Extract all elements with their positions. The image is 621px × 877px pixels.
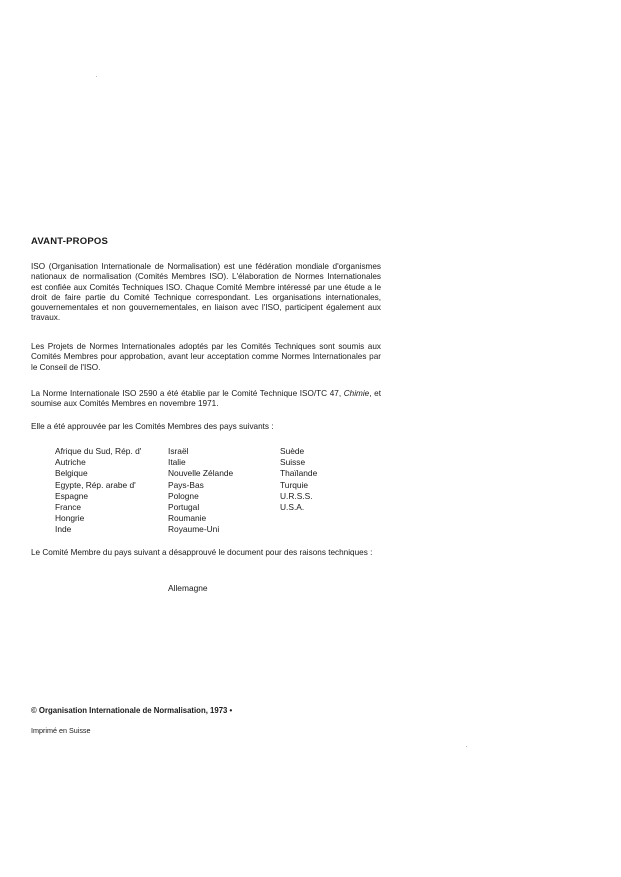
country-item: Egypte, Rép. arabe d' [55,479,136,490]
country-item: Italie [168,457,186,468]
country-item: Pologne [168,490,199,501]
disapproving-country: Allemagne [168,583,208,593]
country-item: Autriche [55,457,86,468]
country-item: Hongrie [55,513,85,524]
copyright-notice: © Organisation Internationale de Normalisation, 1973 • [31,706,233,715]
country-item: Israël [168,446,189,456]
country-item: Inde [55,524,72,535]
country-item: Roumanie [168,513,207,524]
committee-name: Chimie [343,389,370,398]
country-item: France [55,502,82,513]
section-title: AVANT-PROPOS [31,236,108,247]
imprint-notice: Imprimé en Suisse [31,726,91,735]
norm-text-before: La Norme Internationale ISO 2590 a été établie par le Comité Technique ISO/TC 47, [31,389,344,398]
country-item: Thaïlande [280,468,318,479]
country-item: Pays-Bas [168,479,204,490]
country-item: Espagne [55,490,89,501]
paragraph-iso-intro: ISO (Organisation Internationale de Normalisation) est une fédération mondiale d'organismes nationaux de normalisation (Comités Membres ISO). L'élaboration de Normes Internationales est confiée aux Comités Techniques ISO. Chaque Comité Membre intéressé par une étude a le droit de faire partie du Comité Technique correspondant. Les organisations internationales, gouvernementales et non gouvernementales, en liaison avec l'ISO, participent également aux travaux. [31,262,381,323]
paragraph-draft-standards: Les Projets de Normes Internationales adoptés par les Comités Techniques sont soumis aux Comités Membres pour approbation, avant leur acceptation comme Normes Internationales par le Conseil de l'ISO. [31,342,381,372]
country-item: Portugal [168,502,200,513]
country-item: Belgique [55,468,88,479]
country-item: Suède [280,446,305,456]
country-item: Suisse [280,457,306,468]
country-column-a [55,446,141,536]
country-item: Turquie [280,479,309,490]
paragraph-approval: Elle a été approuvée par les Comités Membres des pays suivants : [31,422,274,431]
country-column-b [168,446,233,536]
scan-speck [466,746,467,747]
norm-text-after: , et soumise aux Comités Membres en novembre 1971. [31,389,381,409]
country-item: Afrique du Sud, Rép. d' [55,446,142,456]
country-item: U.R.S.S. [280,490,313,501]
country-item: U.S.A. [280,502,305,513]
country-item: Royaume-Uni [168,524,220,535]
country-column-c [280,446,317,513]
scan-speck [96,76,97,77]
country-item: Nouvelle Zélande [168,468,234,479]
paragraph-disapproval: Le Comité Membre du pays suivant a désapprouvé le document pour des raisons techniques : [31,548,373,557]
paragraph-standard-origin [31,389,381,410]
